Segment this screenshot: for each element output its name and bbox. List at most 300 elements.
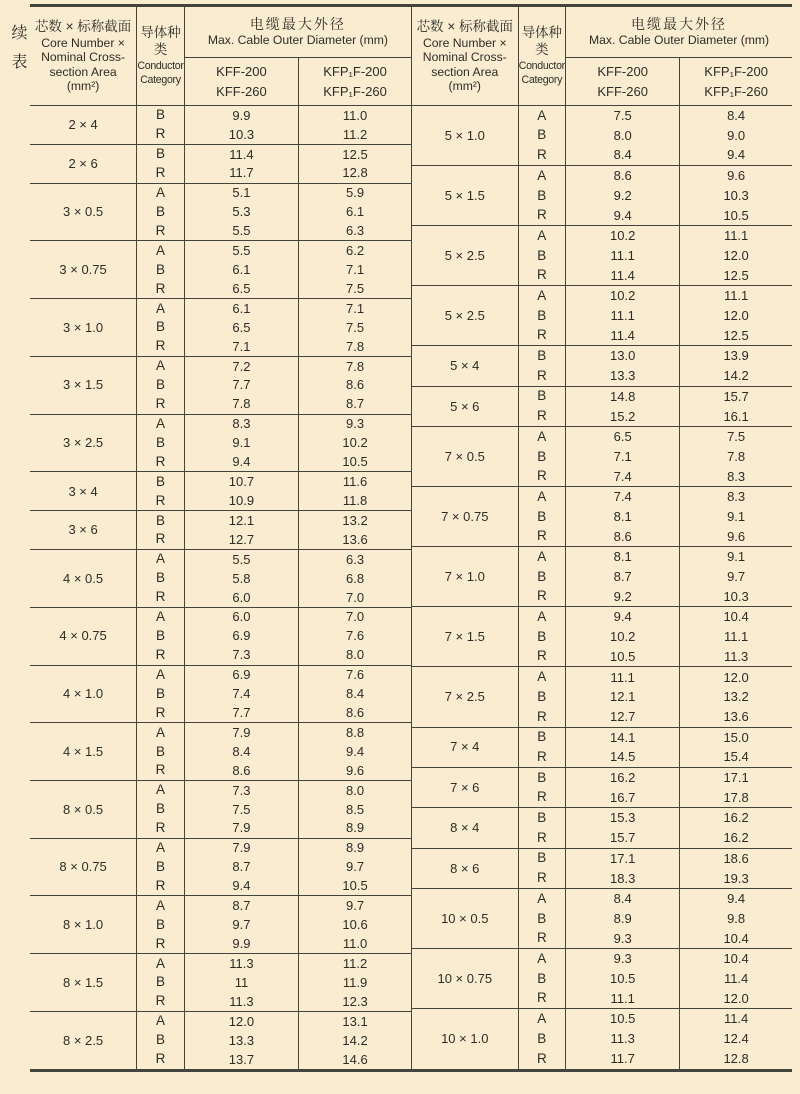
kfp-value-cell: 10.4: [680, 949, 792, 969]
kff-value-cell: 9.4: [566, 205, 680, 225]
conductor-cell: R: [137, 646, 185, 665]
conductor-cell: B: [137, 472, 185, 491]
kff-value-cell: 7.7: [184, 703, 298, 722]
conductor-cell: B: [518, 567, 566, 587]
kff-value-cell: 7.3: [184, 646, 298, 665]
conductor-cell: R: [137, 125, 185, 144]
kff-value-cell: 9.3: [566, 929, 680, 949]
kff-value-cell: 10.7: [184, 472, 298, 491]
kff-value-cell: 16.7: [566, 788, 680, 808]
table-row: [412, 487, 793, 507]
header-size-column: [30, 6, 137, 106]
kff-value-cell: 10.5: [566, 647, 680, 667]
conductor-cell: B: [518, 627, 566, 647]
header-diameter-en: Max. Cable Outer Diameter (mm): [207, 33, 388, 48]
table-row: [412, 1009, 793, 1029]
conductor-cell: R: [518, 647, 566, 667]
header-kff-line2: KFF-260: [216, 83, 267, 99]
kff-value-cell: 11.4: [566, 326, 680, 346]
kfp-value-cell: 11.0: [299, 934, 411, 953]
conductor-cell: R: [518, 707, 566, 727]
size-cell: 8 × 0.5: [30, 780, 137, 838]
table-row: [30, 414, 411, 433]
conductor-cell: B: [518, 848, 566, 868]
kff-value-cell: 8.4: [566, 889, 680, 909]
conductor-cell: B: [518, 447, 566, 467]
size-cell: 2 × 6: [30, 144, 137, 183]
kfp-value-cell: 14.2: [299, 1031, 411, 1050]
kff-value-cell: 7.5: [184, 800, 298, 819]
kfp-value-cell: 9.6: [299, 761, 411, 780]
kff-value-cell: 8.4: [184, 742, 298, 761]
kff-value-cell: 11.1: [566, 246, 680, 266]
kfp-value-cell: 8.0: [299, 646, 411, 665]
kff-value-cell: 10.9: [184, 491, 298, 510]
table-row: [30, 472, 411, 491]
kfp-value-cell: 18.6: [680, 848, 792, 868]
table-row: [412, 848, 793, 868]
kff-value-cell: 6.5: [184, 279, 298, 298]
conductor-cell: R: [518, 366, 566, 386]
conductor-cell: B: [137, 1031, 185, 1050]
kfp-value-cell: 11.1: [680, 627, 792, 647]
kfp-value-cell: 12.4: [680, 1029, 792, 1049]
kfp-value-cell: 12.3: [299, 992, 411, 1011]
kff-value-cell: 7.4: [566, 487, 680, 507]
conductor-cell: R: [518, 145, 566, 165]
conductor-cell: B: [518, 346, 566, 366]
kfp-value-cell: 9.6: [680, 527, 792, 547]
kff-value-cell: 8.6: [566, 166, 680, 186]
conductor-cell: R: [518, 527, 566, 547]
kff-value-cell: 8.1: [566, 507, 680, 527]
kfp-value-cell: 7.8: [299, 356, 411, 375]
conductor-cell: B: [518, 306, 566, 326]
table-row: [30, 954, 411, 973]
header-size-unit: (mm²): [448, 79, 481, 94]
kfp-value-cell: 9.3: [299, 414, 411, 433]
header-size-zh: 芯数 × 标称截面: [416, 18, 513, 34]
table-row: [30, 780, 411, 799]
conductor-cell: R: [518, 406, 566, 426]
conductor-cell: B: [518, 909, 566, 929]
kff-value-cell: 7.9: [184, 838, 298, 857]
kff-value-cell: 6.5: [566, 427, 680, 447]
header-kfp-line2: KFP₁F-260: [323, 83, 387, 99]
conductor-cell: R: [518, 828, 566, 848]
conductor-cell: R: [518, 326, 566, 346]
header-kff-column: [184, 58, 298, 106]
table-row: [412, 226, 793, 246]
kfp-value-cell: 12.8: [299, 164, 411, 183]
conductor-cell: A: [137, 1011, 185, 1030]
cable-spec-table-right: [411, 4, 792, 1072]
conductor-cell: A: [137, 550, 185, 569]
kff-value-cell: 8.7: [184, 858, 298, 877]
kfp-value-cell: 12.0: [680, 246, 792, 266]
size-cell: 3 × 1.0: [30, 299, 137, 357]
kfp-value-cell: 8.9: [299, 838, 411, 857]
conductor-cell: A: [137, 414, 185, 433]
kff-value-cell: 11.3: [566, 1029, 680, 1049]
table-row: [412, 607, 793, 627]
kfp-value-cell: 6.3: [299, 550, 411, 569]
kff-value-cell: 13.0: [566, 346, 680, 366]
kfp-value-cell: 12.5: [680, 266, 792, 286]
kff-value-cell: 11.4: [566, 266, 680, 286]
size-cell: 8 × 0.75: [30, 838, 137, 896]
conductor-cell: B: [137, 203, 185, 222]
kff-value-cell: 11.7: [184, 164, 298, 183]
conductor-cell: A: [518, 1009, 566, 1029]
header-kfp-line1: KFP₁F-200: [704, 64, 768, 79]
size-cell: 3 × 0.5: [30, 183, 137, 241]
conductor-cell: A: [518, 427, 566, 447]
conductor-cell: R: [137, 395, 185, 414]
size-cell: 8 × 6: [412, 848, 519, 888]
table-row: [412, 547, 793, 567]
kff-value-cell: 10.2: [566, 286, 680, 306]
kfp-value-cell: 17.1: [680, 767, 792, 787]
kfp-value-cell: 16.2: [680, 828, 792, 848]
size-cell: 8 × 1.5: [30, 954, 137, 1012]
conductor-cell: R: [137, 1050, 185, 1071]
kff-value-cell: 11.1: [566, 989, 680, 1009]
table-row: [30, 665, 411, 684]
kff-value-cell: 11.3: [184, 992, 298, 1011]
kff-value-cell: 11.4: [184, 144, 298, 163]
kfp-value-cell: 9.1: [680, 547, 792, 567]
size-cell: 7 × 2.5: [412, 667, 519, 727]
table-row: [412, 286, 793, 306]
kfp-value-cell: 7.1: [299, 260, 411, 279]
kfp-value-cell: 12.0: [680, 989, 792, 1009]
kff-value-cell: 11.1: [566, 667, 680, 687]
conductor-cell: B: [518, 808, 566, 828]
conductor-cell: R: [137, 761, 185, 780]
size-cell: 5 × 2.5: [412, 286, 519, 346]
header-diameter-zh: 电缆最大外径: [249, 16, 346, 33]
kfp-value-cell: 16.1: [680, 406, 792, 426]
table-row: [412, 427, 793, 447]
kfp-value-cell: 15.0: [680, 727, 792, 747]
table-row: [412, 808, 793, 828]
table-body-left: [30, 106, 411, 1071]
kfp-value-cell: 16.2: [680, 808, 792, 828]
size-cell: 5 × 1.5: [412, 166, 519, 226]
kff-value-cell: 11: [184, 973, 298, 992]
conductor-cell: R: [518, 266, 566, 286]
kfp-value-cell: 7.8: [680, 447, 792, 467]
spec-tables-container: [30, 4, 792, 1072]
kfp-value-cell: 12.5: [299, 144, 411, 163]
size-cell: 8 × 4: [412, 808, 519, 848]
kff-value-cell: 8.9: [566, 909, 680, 929]
kfp-value-cell: 10.4: [680, 607, 792, 627]
kff-value-cell: 8.4: [566, 145, 680, 165]
kfp-value-cell: 10.5: [680, 205, 792, 225]
conductor-cell: B: [137, 627, 185, 646]
kfp-value-cell: 10.5: [299, 877, 411, 896]
conductor-cell: B: [137, 144, 185, 163]
kfp-value-cell: 12.0: [680, 667, 792, 687]
size-cell: 10 × 0.5: [412, 889, 519, 949]
conductor-cell: A: [518, 949, 566, 969]
conductor-cell: A: [137, 723, 185, 742]
kfp-value-cell: 11.1: [680, 226, 792, 246]
kff-value-cell: 7.5: [566, 106, 680, 126]
size-cell: 7 × 1.0: [412, 547, 519, 607]
kfp-value-cell: 12.5: [680, 326, 792, 346]
kff-value-cell: 15.7: [566, 828, 680, 848]
kfp-value-cell: 9.6: [680, 166, 792, 186]
kfp-value-cell: 8.7: [299, 395, 411, 414]
header-size-en2: Nominal Cross-: [41, 50, 126, 65]
header-size-zh: 芯数 × 标称截面: [34, 18, 132, 34]
kff-value-cell: 7.8: [184, 395, 298, 414]
kfp-value-cell: 7.1: [299, 299, 411, 318]
conductor-cell: B: [137, 376, 185, 395]
kff-value-cell: 12.7: [566, 707, 680, 727]
kfp-value-cell: 11.3: [680, 647, 792, 667]
kfp-value-cell: 10.3: [680, 186, 792, 206]
conductor-cell: A: [137, 356, 185, 375]
conductor-cell: R: [518, 1049, 566, 1071]
kfp-value-cell: 9.7: [299, 858, 411, 877]
conductor-cell: R: [518, 989, 566, 1009]
kfp-value-cell: 8.3: [680, 487, 792, 507]
conductor-cell: B: [137, 511, 185, 530]
kff-value-cell: 9.3: [566, 949, 680, 969]
conductor-cell: A: [137, 607, 185, 626]
header-size-en1: Core Number ×: [41, 35, 125, 50]
kfp-value-cell: 11.2: [299, 954, 411, 973]
conductor-cell: B: [137, 742, 185, 761]
kfp-value-cell: 19.3: [680, 868, 792, 888]
kfp-value-cell: 8.4: [299, 684, 411, 703]
kff-value-cell: 7.1: [184, 337, 298, 356]
kff-value-cell: 14.5: [566, 747, 680, 767]
size-cell: 2 × 4: [30, 106, 137, 145]
kff-value-cell: 5.8: [184, 569, 298, 588]
conductor-cell: A: [137, 183, 185, 202]
kfp-value-cell: 8.8: [299, 723, 411, 742]
kff-value-cell: 8.0: [566, 126, 680, 146]
table-row: [30, 838, 411, 857]
kff-value-cell: 6.0: [184, 588, 298, 607]
kff-value-cell: 7.1: [566, 447, 680, 467]
kfp-value-cell: 13.2: [680, 687, 792, 707]
kfp-value-cell: 6.2: [299, 241, 411, 260]
header-kfp-column: [680, 58, 792, 106]
table-row: [30, 356, 411, 375]
size-cell: 7 × 4: [412, 727, 519, 767]
conductor-cell: A: [137, 241, 185, 260]
conductor-cell: B: [518, 246, 566, 266]
kff-value-cell: 6.9: [184, 665, 298, 684]
size-cell: 7 × 6: [412, 767, 519, 807]
kff-value-cell: 8.7: [566, 567, 680, 587]
table-row: [412, 889, 793, 909]
conductor-cell: R: [137, 992, 185, 1011]
size-cell: 3 × 6: [30, 511, 137, 550]
kfp-value-cell: 11.4: [680, 1009, 792, 1029]
header-kfp-line2: KFP₁F-260: [704, 83, 768, 99]
kfp-value-cell: 11.8: [299, 491, 411, 510]
size-cell: 3 × 1.5: [30, 356, 137, 414]
table-row: [30, 723, 411, 742]
conductor-cell: R: [137, 337, 185, 356]
header-size-en3: section Area: [431, 64, 499, 79]
conductor-cell: R: [137, 222, 185, 241]
kfp-value-cell: 6.3: [299, 222, 411, 241]
kff-value-cell: 15.3: [566, 808, 680, 828]
kff-value-cell: 7.9: [184, 723, 298, 742]
kfp-value-cell: 17.8: [680, 788, 792, 808]
kfp-value-cell: 7.5: [299, 279, 411, 298]
kff-value-cell: 5.5: [184, 550, 298, 569]
kff-value-cell: 6.1: [184, 299, 298, 318]
conductor-cell: A: [518, 667, 566, 687]
kff-value-cell: 11.7: [566, 1049, 680, 1071]
header-size-en1: Core Number ×: [422, 35, 507, 50]
header-diameter-column: [566, 6, 792, 58]
header-size-en2: Nominal Cross-: [422, 50, 507, 65]
kfp-value-cell: 7.0: [299, 607, 411, 626]
kff-value-cell: 7.3: [184, 780, 298, 799]
conductor-cell: A: [518, 106, 566, 126]
kff-value-cell: 11.3: [184, 954, 298, 973]
conductor-cell: R: [518, 747, 566, 767]
kfp-value-cell: 10.6: [299, 915, 411, 934]
table-row: [412, 106, 793, 126]
kff-value-cell: 6.1: [184, 260, 298, 279]
kff-value-cell: 13.3: [566, 366, 680, 386]
table-row: [30, 299, 411, 318]
kff-value-cell: 9.4: [566, 607, 680, 627]
size-cell: 3 × 4: [30, 472, 137, 511]
size-cell: 3 × 0.75: [30, 241, 137, 299]
conductor-cell: B: [518, 386, 566, 406]
kff-value-cell: 9.9: [184, 106, 298, 125]
conductor-cell: R: [137, 877, 185, 896]
header-conductor-en2: Category: [140, 73, 181, 86]
kfp-value-cell: 5.9: [299, 183, 411, 202]
conductor-cell: B: [137, 318, 185, 337]
kfp-value-cell: 9.8: [680, 909, 792, 929]
header-kfp-column: [299, 58, 411, 106]
conductor-cell: B: [137, 106, 185, 125]
kff-value-cell: 9.1: [184, 434, 298, 453]
conductor-cell: B: [137, 800, 185, 819]
table-row: [30, 106, 411, 125]
header-size-en3: section Area: [49, 64, 117, 79]
kfp-value-cell: 13.2: [299, 511, 411, 530]
conductor-cell: R: [137, 819, 185, 838]
kff-value-cell: 12.7: [184, 530, 298, 549]
table-row: [30, 896, 411, 915]
kfp-value-cell: 10.5: [299, 452, 411, 471]
kfp-value-cell: 11.2: [299, 125, 411, 144]
conductor-cell: R: [518, 868, 566, 888]
table-row: [30, 607, 411, 626]
conductor-cell: A: [518, 607, 566, 627]
kff-value-cell: 15.2: [566, 406, 680, 426]
table-row: [30, 241, 411, 260]
kff-value-cell: 9.9: [184, 934, 298, 953]
kff-value-cell: 7.4: [184, 684, 298, 703]
table-row: [412, 667, 793, 687]
conductor-cell: B: [518, 969, 566, 989]
header-kff-line1: KFF-200: [216, 64, 267, 79]
kfp-value-cell: 7.8: [299, 337, 411, 356]
kfp-value-cell: 11.1: [680, 286, 792, 306]
conductor-cell: R: [137, 588, 185, 607]
kfp-value-cell: 7.5: [299, 318, 411, 337]
kff-value-cell: 9.7: [184, 915, 298, 934]
kff-value-cell: 9.4: [184, 877, 298, 896]
size-cell: 5 × 6: [412, 386, 519, 426]
conductor-cell: B: [137, 858, 185, 877]
size-cell: 4 × 1.0: [30, 665, 137, 723]
header-diameter-column: [184, 6, 411, 58]
kfp-value-cell: 9.7: [299, 896, 411, 915]
conductor-cell: R: [137, 279, 185, 298]
header-conductor-zh: 导体种类: [140, 24, 181, 57]
size-cell: 7 × 0.5: [412, 427, 519, 487]
header-conductor-column: [518, 6, 566, 106]
kfp-value-cell: 8.6: [299, 376, 411, 395]
table-header-right: [412, 6, 793, 106]
cable-spec-table-left: [30, 4, 411, 1072]
size-cell: 10 × 0.75: [412, 949, 519, 1009]
kff-value-cell: 5.5: [184, 222, 298, 241]
kff-value-cell: 16.2: [566, 767, 680, 787]
kff-value-cell: 17.1: [566, 848, 680, 868]
conductor-cell: A: [137, 780, 185, 799]
size-cell: 4 × 0.75: [30, 607, 137, 665]
kfp-value-cell: 11.4: [680, 969, 792, 989]
table-row: [30, 550, 411, 569]
conductor-cell: R: [518, 587, 566, 607]
size-cell: 8 × 1.0: [30, 896, 137, 954]
conductor-cell: R: [518, 467, 566, 487]
table-row: [412, 166, 793, 186]
header-conductor-en1: Conductor: [518, 59, 565, 72]
kff-value-cell: 14.8: [566, 386, 680, 406]
header-kfp-line1: KFP₁F-200: [323, 64, 387, 79]
conductor-cell: A: [518, 226, 566, 246]
kfp-value-cell: 10.2: [299, 434, 411, 453]
conductor-cell: A: [518, 487, 566, 507]
header-kff-column: [566, 58, 680, 106]
header-size-column: [412, 6, 519, 106]
conductor-cell: B: [137, 684, 185, 703]
kfp-value-cell: 15.7: [680, 386, 792, 406]
kff-value-cell: 6.0: [184, 607, 298, 626]
conductor-cell: R: [137, 934, 185, 953]
kff-value-cell: 6.5: [184, 318, 298, 337]
kfp-value-cell: 9.1: [680, 507, 792, 527]
kff-value-cell: 10.2: [566, 627, 680, 647]
conductor-cell: A: [137, 838, 185, 857]
kff-value-cell: 11.1: [566, 306, 680, 326]
size-cell: 7 × 1.5: [412, 607, 519, 667]
kfp-value-cell: 13.1: [299, 1011, 411, 1030]
kfp-value-cell: 12.0: [680, 306, 792, 326]
table-row: [30, 1011, 411, 1030]
kff-value-cell: 8.6: [566, 527, 680, 547]
